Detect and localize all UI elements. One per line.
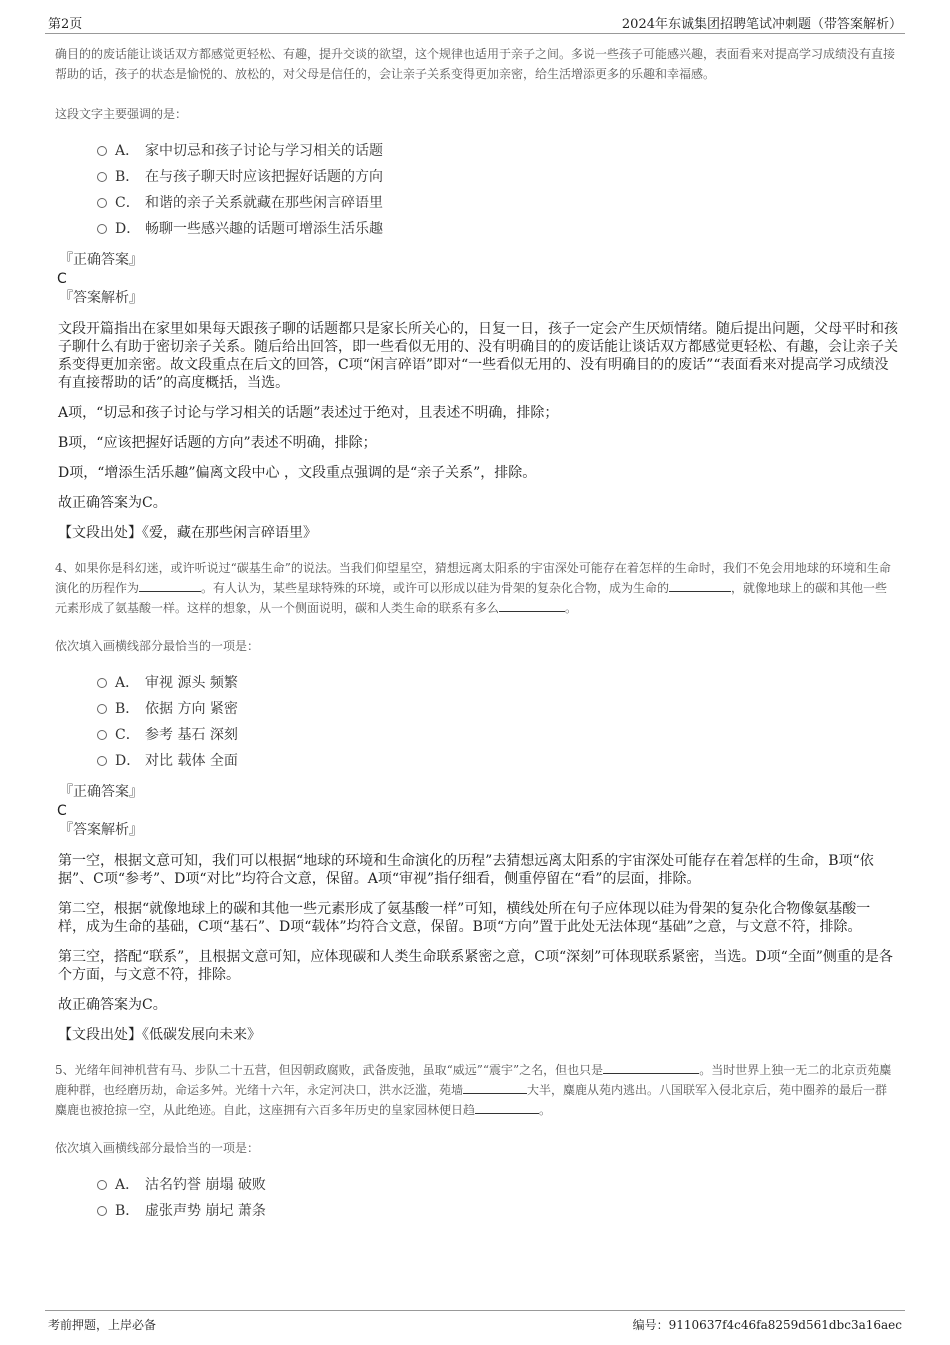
q3-answer: C — [57, 271, 67, 287]
blank-2 — [463, 1080, 527, 1094]
q4-option-a[interactable]: A． 审视 源头 频繁 — [97, 670, 898, 696]
q3-option-b[interactable]: B． 在与孩子聊天时应该把握好话题的方向 — [97, 164, 898, 190]
q4-option-b[interactable]: B． 依据 方向 紧密 — [97, 696, 898, 722]
q4-analysis-4: 故正确答案为C。 — [58, 997, 167, 1013]
blank-3 — [475, 1100, 539, 1114]
q5-option-b[interactable]: B． 虚张声势 崩圮 萧条 — [97, 1198, 898, 1224]
q5-stem: 5、光绪年间神机营有马、步队二十五营，但因朝政腐败，武备废弛，虽取“威远”“震宇”之名，但也只是 。当时世界上独一无二的北京贡苑麋鹿种群，也经磨历劫，命运多舛。光绪十六年，永定河决口，洪水泛滥，苑墙 大半，麋鹿从苑内逃出。八国联军入侵北京后，苑中圈养的最后一群麋鹿也被抢掠一空，从此绝迹。自此，这座拥有六百多年历史的皇家园林便日趋 。 — [55, 1060, 898, 1120]
blank-1 — [139, 578, 201, 592]
q4-option-c[interactable]: C． 参考 基石 深刻 — [97, 722, 898, 748]
q3-analysis-4: D项，“增添生活乐趣”偏离文段中心 ，文段重点强调的是“亲子关系”，排除。 — [58, 465, 537, 481]
q3-passage: 确目的的废话能让谈话双方都感觉更轻松、有趣，提升交谈的欲望，这个规律也适用于亲子之间。多说一些孩子可能感兴趣，表面看来对提高学习成绩没有直接帮助的话，孩子的状态是愉悦的、放松的，对父母是信任的，会让亲子关系变得更加亲密，给生活增添更多的乐趣和幸福感。 — [55, 47, 896, 81]
q3-option-d[interactable]: D． 畅聊一些感兴趣的话题可增添生活乐趣 — [97, 216, 898, 242]
q4-analysis-3: 第三空，搭配“联系”，且根据文意可知，应体现碳和人类生命联系紧密之意，C项“深刻”可体现联系紧密，当选。D项“全面”侧重的是各个方面，与文意不符，排除。 — [58, 949, 893, 983]
footer-slogan: 考前押题，上岸必备 — [48, 1318, 157, 1332]
radio-icon[interactable] — [97, 146, 107, 156]
blank-3 — [499, 598, 565, 612]
q3-source: 【文段出处】《爱，藏在那些闲言碎语里》 — [58, 525, 317, 541]
q3-analysis-1: 文段开篇指出在家里如果每天跟孩子聊的话题都只是家长所关心的，日复一日，孩子一定会产生厌烦情绪。随后提出问题，父母平时和孩子聊什么有助于密切亲子关系。随后给出回答，即一些看似无用的、没有明确目的的废话能让谈话双方都感觉更轻松、有趣，会让亲子关系变得更加亲密。故文段重点在后文的回答，C项“闲言碎语”即对“一些看似无用的、没有明确目的的废话”“表面看来对提高学习成绩没有直接帮助的话”的高度概括，当选。 — [58, 321, 898, 391]
blank-1 — [603, 1060, 699, 1074]
radio-icon[interactable] — [97, 198, 107, 208]
q4-analysis-2: 第二空，根据“就像地球上的碳和其他一些元素形成了氨基酸一样”可知，横线处所在句子应体现以硅为骨架的复杂化合物像氨基酸一样，成为生命的基础，C项“基石”、D项“载体”均符合文意，保留。B项“方向”置于此处无法体现“基础”之意，与文意不符，排除。 — [58, 901, 871, 935]
q4-source: 【文段出处】《低碳发展向未来》 — [58, 1027, 261, 1043]
document-title: 2024年东诚集团招聘笔试冲刺题（带答案解析） — [621, 17, 902, 32]
q4-prompt: 依次填入画横线部分最恰当的一项是： — [55, 639, 260, 653]
q5-options — [97, 1172, 898, 1224]
q4-answer: C — [57, 803, 67, 819]
q3-options — [97, 138, 898, 242]
q3-prompt: 这段文字主要强调的是： — [55, 107, 188, 121]
radio-icon[interactable] — [97, 224, 107, 234]
radio-icon[interactable] — [97, 172, 107, 182]
radio-icon[interactable] — [97, 704, 107, 714]
radio-icon[interactable] — [97, 730, 107, 740]
q3-analysis-label: 『答案解析』 — [59, 290, 143, 306]
radio-icon[interactable] — [97, 678, 107, 688]
q4-analysis-1: 第一空，根据文意可知，我们可以根据“地球的环境和生命演化的历程”去猜想远离太阳系的宇宙深处可能存在着怎样的生命，B项“依据”、C项“参考”、D项“对比”均符合文意，保留。A项“审视”指仔细看，侧重停留在“看”的层面，排除。 — [58, 853, 874, 887]
q4-option-d[interactable]: D． 对比 载体 全面 — [97, 748, 898, 774]
q4-analysis-label: 『答案解析』 — [59, 822, 143, 838]
q4-answer-label: 『正确答案』 — [59, 784, 143, 800]
q4-options — [97, 670, 898, 774]
blank-2 — [669, 578, 731, 592]
radio-icon[interactable] — [97, 1206, 107, 1216]
document-body — [55, 40, 898, 1224]
page-header — [45, 8, 905, 34]
page-footer — [45, 1310, 905, 1334]
page-number: 第2页 — [48, 17, 83, 32]
q5-prompt: 依次填入画横线部分最恰当的一项是： — [55, 1141, 260, 1155]
radio-icon[interactable] — [97, 1180, 107, 1190]
q4-stem: 4、如果你是科幻迷，或许听说过“碳基生命”的说法。当我们仰望星空，猜想远离太阳系的宇宙深处可能存在着怎样的生命时，我们不免会用地球的环境和生命演化的历程作为 。有人认为，某些星球特殊的环境，或许可以形成以硅为骨架的复杂化合物，成为生命的 ，就像地球上的碳和其他一些元素形成了氨基酸一样。这样的想象，从一个侧面说明，碳和人类生命的联系有多么 。 — [55, 561, 891, 615]
q3-option-a[interactable]: A． 家中切忌和孩子讨论与学习相关的话题 — [97, 138, 898, 164]
q3-analysis-5: 故正确答案为C。 — [58, 495, 167, 511]
radio-icon[interactable] — [97, 756, 107, 766]
q3-analysis-3: B项，“应该把握好话题的方向”表述不明确，排除； — [58, 435, 377, 451]
q3-answer-label: 『正确答案』 — [59, 252, 143, 268]
document-code: 编号：9110637f4c46fa8259d561dbc3a16aec — [632, 1318, 902, 1332]
q5-option-a[interactable]: A． 沽名钓誉 崩塌 破败 — [97, 1172, 898, 1198]
q3-option-c[interactable]: C． 和谐的亲子关系就藏在那些闲言碎语里 — [97, 190, 898, 216]
q3-analysis-2: A项，“切忌和孩子讨论与学习相关的话题”表述过于绝对，且表述不明确，排除； — [58, 405, 559, 421]
